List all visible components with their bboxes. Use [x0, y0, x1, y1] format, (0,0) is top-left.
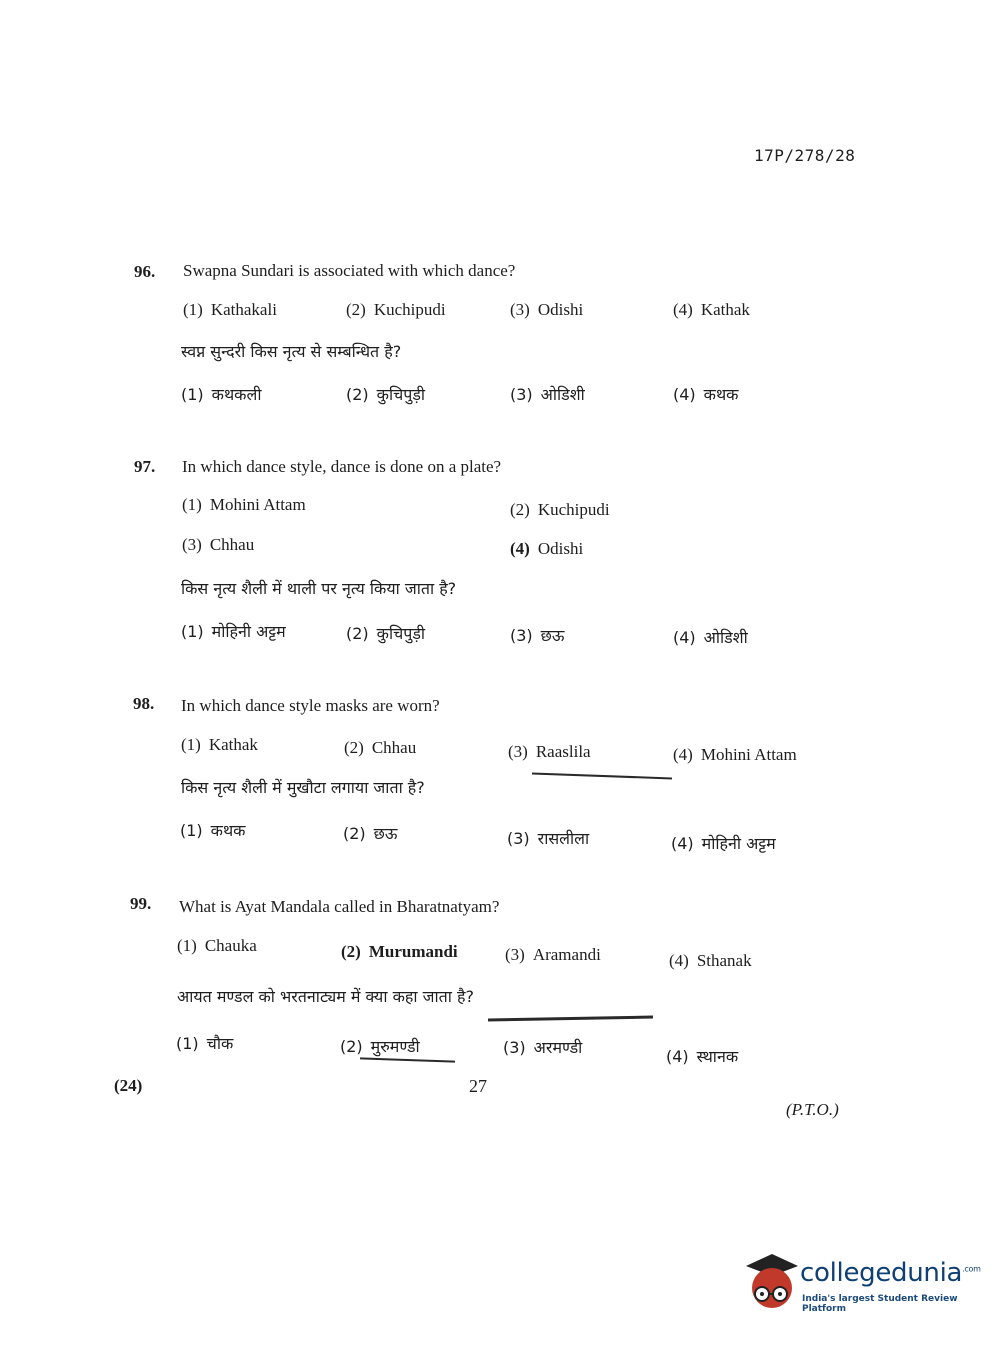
option-number: (4) [510, 539, 530, 558]
option-number: (4) [666, 1047, 689, 1066]
option-en [673, 745, 797, 765]
option-label: Mohini Attam [209, 495, 306, 514]
option-number: (2) [340, 1037, 363, 1056]
option-number: (1) [180, 821, 203, 840]
option-label: स्थानक [696, 1047, 739, 1066]
option-label: मुरुमण्डी [370, 1037, 420, 1056]
option-hi [346, 383, 425, 405]
logo-tagline: India's largest Student Review Platform [802, 1294, 958, 1314]
option-number: (3) [508, 742, 528, 761]
option-hi [181, 383, 261, 405]
pen-stroke [488, 1016, 653, 1022]
option-number: (1) [181, 735, 201, 754]
option-number: (2) [343, 824, 366, 843]
option-number: (3) [503, 1038, 526, 1057]
option-label: Kathak [700, 300, 750, 319]
page-code: 17P/278/28 [754, 146, 856, 165]
option-label: Kuchipudi [373, 300, 446, 319]
question-text-hi: आयत मण्डल को भरतनाट्यम में क्या कहा जाता है? [177, 987, 474, 1006]
option-label: चौक [206, 1034, 234, 1053]
option-number: (4) [673, 745, 693, 764]
collegedunia-logo [740, 1250, 981, 1320]
option-label: Kuchipudi [537, 500, 610, 519]
option-hi [510, 624, 564, 646]
question-text-hi: स्वप्न सुन्दरी किस नृत्य से सम्बन्धित है? [181, 342, 402, 361]
option-label: Murumandi [368, 942, 458, 961]
question-text-en: What is Ayat Mandala called in Bharatnatyam? [179, 897, 500, 916]
option-label: छऊ [373, 824, 398, 843]
option-label: Odishi [537, 539, 584, 558]
option-number: (2) [346, 385, 369, 404]
option-en [344, 738, 416, 758]
option-number: (4) [673, 300, 693, 319]
option-en [182, 535, 254, 555]
option-label: मोहिनी अट्टम [701, 834, 776, 853]
option-label: कथक [210, 821, 246, 840]
logo-wordmark [800, 1258, 981, 1288]
option-number: (3) [182, 535, 202, 554]
option-hi [507, 827, 589, 849]
question-text-hi: किस नृत्य शैली में थाली पर नृत्य किया जाता है? [181, 579, 457, 598]
option-number: (1) [182, 495, 202, 514]
option-label: Odishi [537, 300, 584, 319]
option-en [669, 951, 752, 971]
option-hi [671, 832, 776, 854]
option-hi [666, 1045, 738, 1067]
option-hi [181, 620, 286, 642]
option-label: छऊ [540, 626, 565, 645]
question-text-hi: किस नृत्य शैली में मुखौटा लगाया जाता है? [181, 778, 425, 797]
option-en [510, 500, 610, 520]
logo-name: collegedunia [800, 1258, 963, 1288]
option-label: ओडिशी [703, 628, 748, 647]
pen-stroke [360, 1057, 455, 1062]
section-number: (24) [114, 1076, 143, 1095]
option-number: (1) [181, 622, 204, 641]
student-mascot-icon [740, 1250, 800, 1316]
page-number: 27 [469, 1076, 487, 1096]
option-en [673, 300, 750, 320]
option-label: अरमण्डी [533, 1038, 583, 1057]
option-label: Sthanak [696, 951, 752, 970]
question-number: 99. [130, 894, 152, 913]
option-hi [180, 819, 245, 841]
option-en [341, 942, 458, 962]
option-number: (1) [177, 936, 197, 955]
option-label: कथक [703, 385, 739, 404]
option-en [346, 300, 446, 320]
pto-note: (P.T.O.) [786, 1100, 839, 1119]
option-hi [346, 622, 425, 644]
option-hi [343, 822, 397, 844]
question-number: 98. [133, 694, 155, 713]
option-hi [503, 1036, 582, 1058]
option-label: Chauka [204, 936, 257, 955]
option-number: (2) [346, 300, 366, 319]
option-number: (2) [510, 500, 530, 519]
option-hi [673, 626, 748, 648]
option-en [510, 300, 583, 320]
option-en [183, 300, 277, 320]
option-label: ओडिशी [540, 385, 585, 404]
option-hi [176, 1032, 233, 1054]
question-number: 96. [134, 262, 156, 281]
option-number: (1) [181, 385, 204, 404]
question-text-en: In which dance style, dance is done on a plate? [182, 457, 502, 476]
option-label: कुचिपुड़ी [376, 385, 426, 404]
option-label: रासलीला [537, 829, 590, 848]
option-label: Chhau [209, 535, 255, 554]
option-en [181, 735, 258, 755]
option-en [508, 742, 591, 762]
option-number: (3) [507, 829, 530, 848]
logo-suffix: .com [962, 1264, 981, 1274]
option-hi [340, 1035, 420, 1057]
option-label: Raaslila [535, 742, 591, 761]
option-label: मोहिनी अट्टम [211, 622, 286, 641]
option-number: (1) [183, 300, 203, 319]
option-number: (3) [505, 945, 525, 964]
option-en [177, 936, 257, 956]
question-number: 97. [134, 457, 156, 476]
option-label: Kathakali [210, 300, 277, 319]
option-number: (2) [344, 738, 364, 757]
option-number: (2) [346, 624, 369, 643]
option-number: (2) [341, 942, 361, 961]
option-en [182, 495, 306, 515]
option-en [510, 539, 583, 559]
option-label: कथकली [211, 385, 262, 404]
option-en [505, 945, 601, 965]
option-label: Mohini Attam [700, 745, 797, 764]
pen-stroke [532, 773, 672, 780]
option-label: Kathak [208, 735, 258, 754]
option-label: कुचिपुड़ी [376, 624, 426, 643]
option-hi [510, 383, 585, 405]
option-number: (1) [176, 1034, 199, 1053]
option-hi [673, 383, 738, 405]
option-number: (4) [671, 834, 694, 853]
question-text-en: Swapna Sundari is associated with which dance? [183, 261, 516, 280]
question-text-en: In which dance style masks are worn? [181, 696, 440, 715]
option-label: Chhau [371, 738, 417, 757]
option-number: (3) [510, 626, 533, 645]
option-number: (3) [510, 300, 530, 319]
option-number: (4) [673, 628, 696, 647]
option-label: Aramandi [532, 945, 601, 964]
option-number: (4) [669, 951, 689, 970]
option-number: (4) [673, 385, 696, 404]
option-number: (3) [510, 385, 533, 404]
